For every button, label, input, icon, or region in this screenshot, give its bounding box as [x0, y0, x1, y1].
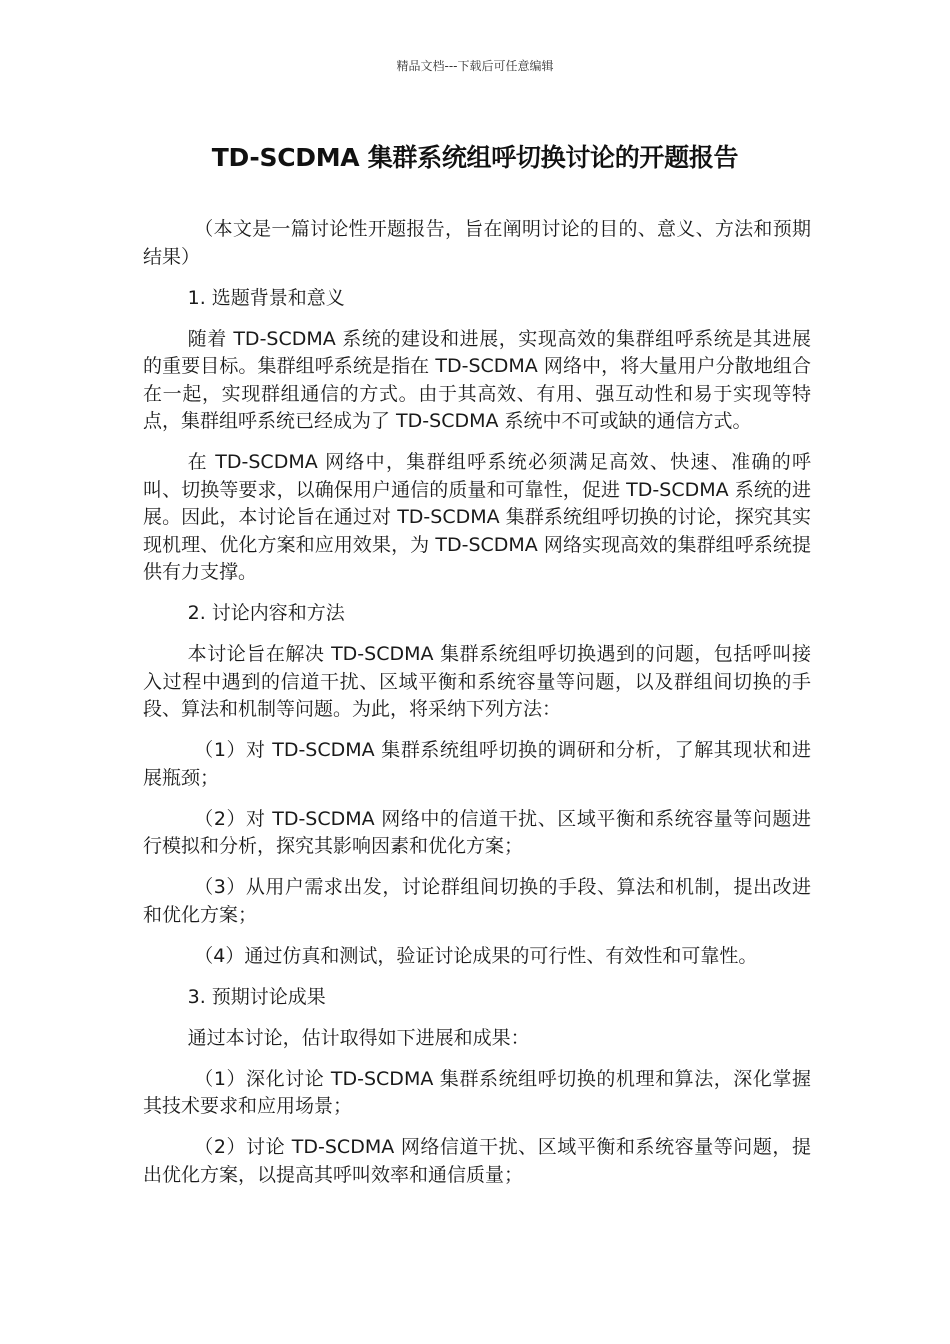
list-item: （1）深化讨论 TD-SCDMA 集群系统组呼切换的机理和算法，深化掌握其技术要求和应用场景； [143, 1067, 811, 1117]
list-item: （2）讨论 TD-SCDMA 网络信道干扰、区域平衡和系统容量等问题，提出优化方案，以提高其呼叫效率和通信质量； [143, 1136, 811, 1186]
paragraph: 随着 TD-SCDMA 系统的建设和进展，实现高效的集群组呼系统是其进展的重要目标。集群组呼系统是指在 TD-SCDMA 网络中，将大量用户分散地组合在一起，实现群组通信的方式。由于其高效、有用、强互动性和易于实现等特点，集群组呼系统已经成为了 TD-SCDMA 系统中不可或缺的通信方式。 [143, 327, 811, 432]
section-heading: 3. 预期讨论成果 [187, 985, 326, 1008]
section-heading: 2. 讨论内容和方法 [187, 602, 345, 624]
paragraph: 本讨论旨在解决 TD-SCDMA 集群系统组呼切换遇到的问题，包括呼叫接入过程中遇到的信道干扰、区域平衡和系统容量等问题，以及群组间切换的手段、算法和机制等问题。为此，将采纳下列方法： [143, 643, 811, 720]
list-item: （1）对 TD-SCDMA 集群系统组呼切换的调研和分析，了解其现状和进展瓶颈； [143, 739, 811, 789]
paragraph: 在 TD-SCDMA 网络中，集群组呼系统必须满足高效、快速、准确的呼叫、切换等要求，以确保用户通信的质量和可靠性，促进 TD-SCDMA 系统的进展。因此，本讨论旨在通过对 TD-SCDMA 集群系统组呼切换的讨论，探究其实现机理、优化方案和应用效果，为 TD-SCDMA 网络实现高效的集群组呼系统提供有力支撑。 [143, 451, 811, 583]
document-title: TD-SCDMA 集群系统组呼切换讨论的开题报告 [211, 143, 739, 172]
intro-note: （本文是一篇讨论性开题报告，旨在阐明讨论的目的、意义、方法和预期结果） [143, 218, 811, 268]
list-item: （4）通过仿真和测试，验证讨论成果的可行性、有效性和可靠性。 [194, 944, 758, 967]
list-item: （3）从用户需求出发，讨论群组间切换的手段、算法和机制，提出改进和优化方案； [143, 876, 811, 926]
section-heading: 1. 选题背景和意义 [187, 286, 345, 309]
document-body [143, 216, 811, 1203]
paragraph: 通过本讨论，估计取得如下进展和成果： [187, 1026, 530, 1049]
list-item: （2）对 TD-SCDMA 网络中的信道干扰、区域平衡和系统容量等问题进行模拟和分析，探究其影响因素和优化方案； [143, 807, 811, 857]
header-note: 精品文档---下载后可任意编辑 [396, 59, 554, 73]
